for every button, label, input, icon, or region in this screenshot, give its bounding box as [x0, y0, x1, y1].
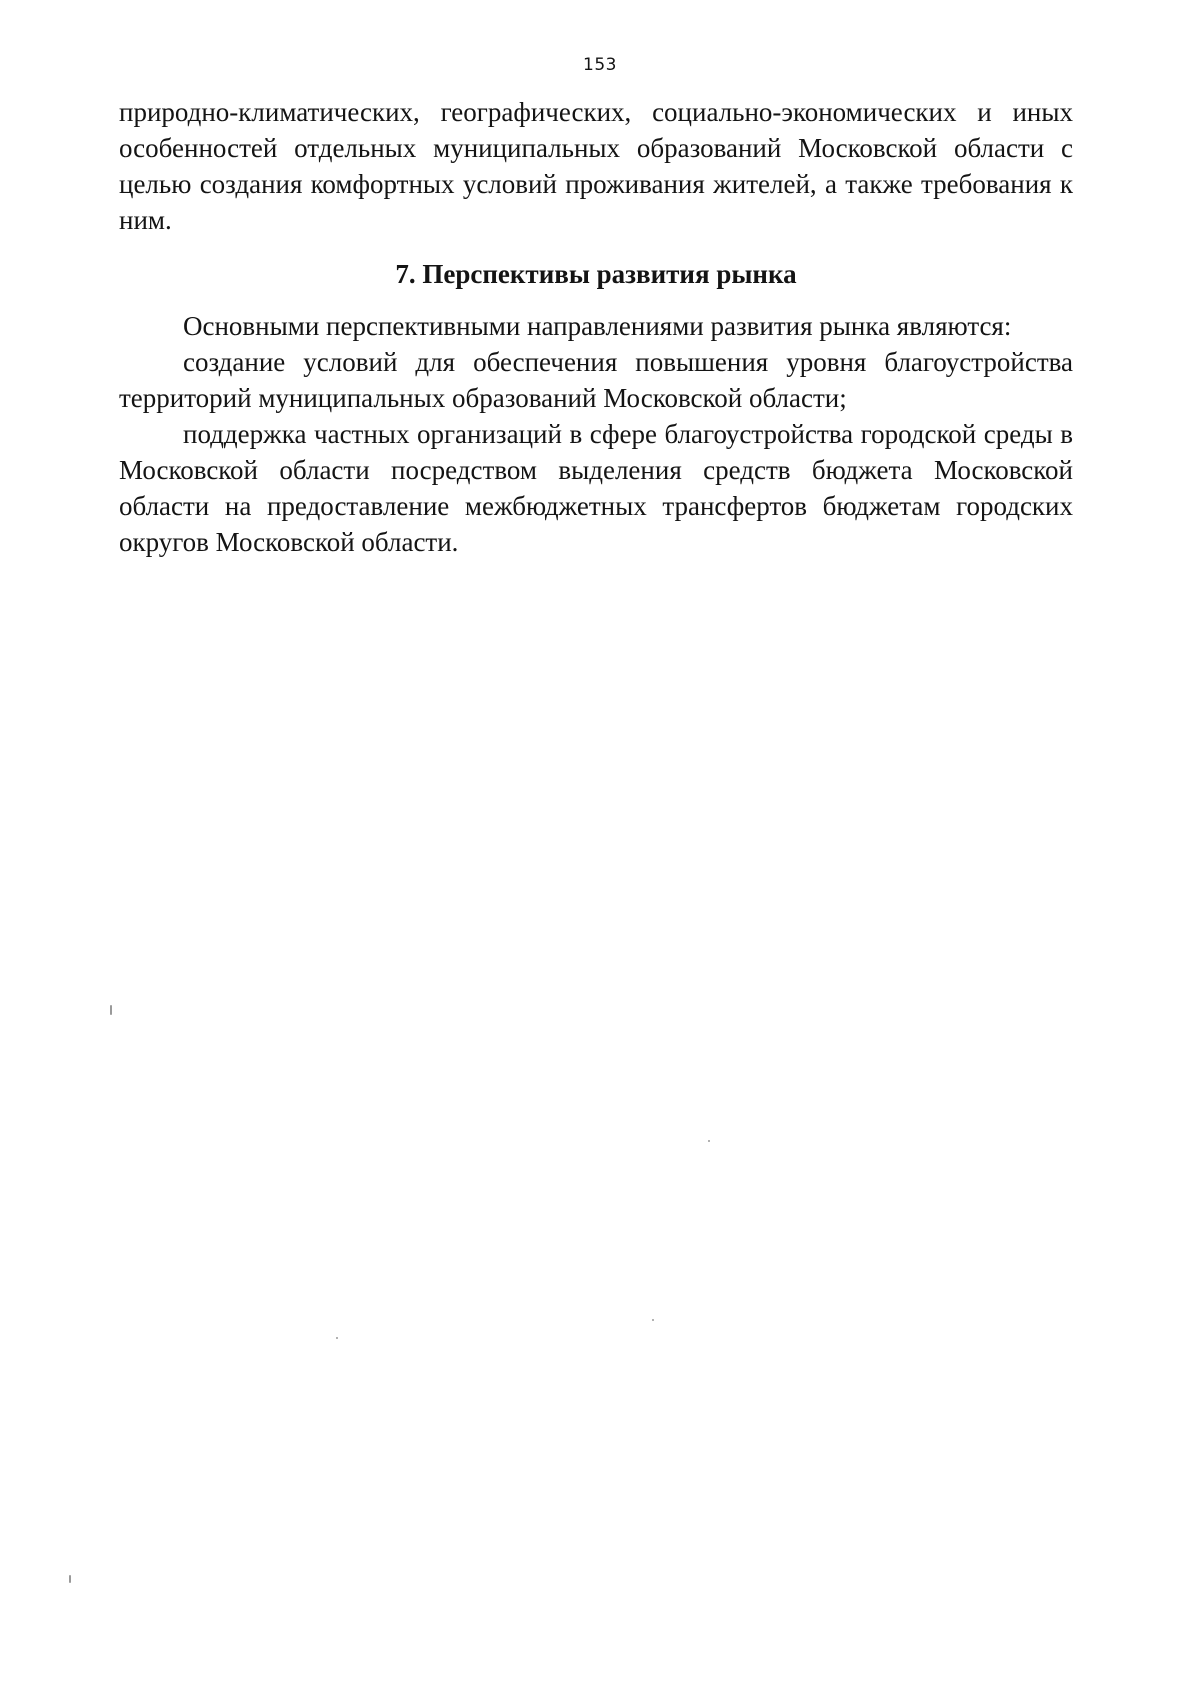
page-number: 153 [583, 55, 617, 75]
scan-speck [336, 1337, 338, 1339]
scan-speck [708, 1140, 710, 1142]
list-item: создание условий для обеспечения повышения уровня благоустройства территорий муниципальных образований Московской области; [119, 347, 1073, 413]
scan-speck [69, 1575, 71, 1583]
scan-speck [110, 1005, 112, 1015]
intro-paragraph: природно-климатических, географических, социально-экономических и иных особенностей отдельных муниципальных образований Московской области с целью создания комфортных условий проживания жителей, а также требования к ним. [119, 97, 1073, 235]
list-item: поддержка частных организаций в сфере благоустройства городской среды в Московской области посредством выделения средств бюджета Московской области на предоставление межбюджетных трансфертов бюджетам городских округов Московской области. [119, 419, 1073, 557]
section-heading: 7. Перспективы развития рынка [395, 259, 797, 289]
scan-speck [652, 1319, 654, 1321]
lead-paragraph: Основными перспективными направлениями развития рынка являются: [183, 311, 1012, 341]
document-body [119, 94, 1073, 560]
